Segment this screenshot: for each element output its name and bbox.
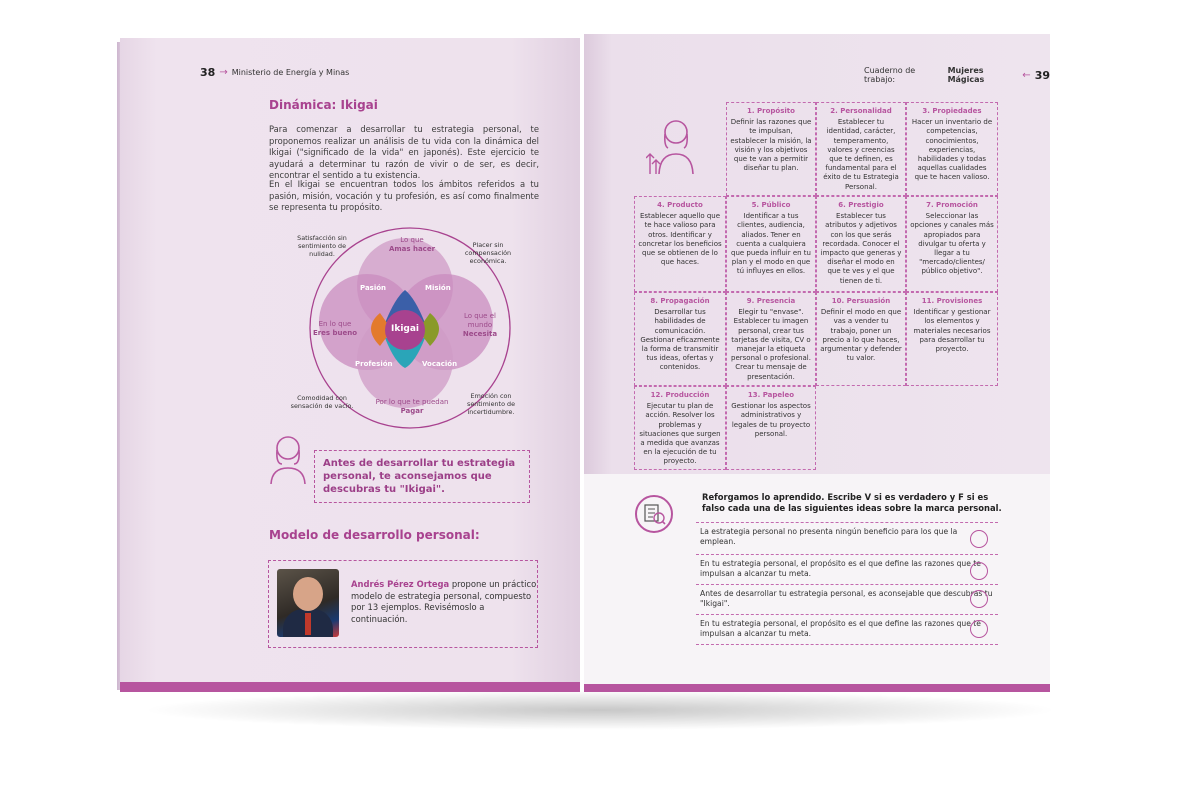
- statement-text: La estrategia personal no presenta ningún beneficio para los que la emplean.: [700, 527, 958, 546]
- cell-text: Hacer un inventario de competencias, conocimientos, experiencias, habilidades y todas aquellas cualidades que te hacen valioso.: [911, 118, 993, 182]
- venn-pasion: Pasión: [360, 284, 387, 292]
- venn-right: [455, 312, 505, 339]
- author-description: propone un práctico modelo de estrategia personal, compuesto por 13 ejemplos. Revisémoslo a continuación.: [351, 579, 537, 624]
- strategy-cell: [726, 102, 816, 196]
- strategy-cell: [906, 196, 998, 292]
- statement-text: Antes de desarrollar tu estrategia personal, es aconsejable que descubras tu "Ikigai".: [700, 589, 993, 608]
- venn-right-2: mundo: [467, 321, 493, 329]
- right-header: [864, 66, 1050, 84]
- cell-text: Seleccionar las opciones y canales más apropiados para divulgar tu oferta y llegar a tu "mercado/clientes/ público objetivo".: [910, 212, 994, 276]
- note-top-left: Satisfacción sin sentimiento de nulidad.: [297, 234, 347, 258]
- venn-vocacion: Vocación: [422, 360, 458, 368]
- answer-circle[interactable]: [970, 590, 988, 608]
- cell-title: 10. Persuasión: [831, 297, 891, 305]
- cell-text: Elegir tu "envase". Establecer tu imagen personal, crear tus tarjetas de visita, CV o manejar la etiqueta personal o profesional. Crear tu mensaje de presentación.: [731, 308, 811, 381]
- strategy-cell: [816, 102, 906, 196]
- venn-left-1: En lo que: [318, 320, 352, 328]
- venn-bottom: [362, 398, 462, 416]
- cell-title: 5. Público: [751, 201, 791, 209]
- strategy-cell: [816, 292, 906, 386]
- checklist-icon: [634, 494, 674, 534]
- intro-paragraph: Para comenzar a desarrollar tu estrategia personal, te proponemos realizar un análisis de tu vida con la dinámica del Ikigai ("significado de la vida" en japonés). Este ejercicio te ayudará a determinar tu razón de vivir o de ser, es decir, encontrar el sentido a tu existencia.: [269, 124, 539, 180]
- cell-text: Desarrollar tus habilidades de comunicación. Gestionar eficazmente la forma de transmitir tus ideas, ofertas y contenidos.: [640, 308, 720, 372]
- venn-bottom-2: Pagar: [400, 407, 424, 415]
- statement-row: [696, 584, 998, 613]
- cell-title: 4. Producto: [657, 201, 703, 209]
- note-bottom-left: Comodidad con sensación de vacío.: [290, 394, 354, 410]
- cell-title: 12. Producción: [650, 391, 710, 399]
- cell-text: Ejecutar tu plan de acción. Resolver los problemas y situaciones que surgen a medida que avanzas en la ejecución de tu proyecto.: [639, 402, 721, 466]
- cell-text: Establecer tu identidad, carácter, temperamento, valores y creencias que te definen, es fundamental para el éxito de tu Estrategia Personal.: [823, 118, 899, 191]
- tip-box: Antes de desarrollar tu estrategia personal, te aconsejamos que descubras tu "Ikigai".: [314, 450, 530, 503]
- statement-row: [696, 614, 998, 643]
- bottom-bar: [120, 682, 580, 692]
- cell-title: 13. Papeleo: [747, 391, 795, 399]
- venn-left-2: Eres bueno: [312, 329, 358, 337]
- statement-row: [696, 522, 998, 551]
- strategy-cell: [726, 292, 816, 386]
- venn-mision: Misión: [425, 284, 451, 292]
- right-page: [584, 34, 1050, 690]
- quiz-heading: Reforgamos lo aprendido. Escribe V si es verdadero y F si es falso cada una de las siguientes ideas sobre la marca personal.: [702, 492, 1002, 513]
- venn-left: [310, 320, 360, 338]
- cell-text: Definir las razones que te impulsan, establecer la misión, la visión y los objetivos que te van a permitir diseñar tu plan.: [730, 118, 812, 173]
- strategy-cell: [816, 196, 906, 292]
- cell-title: 8. Propagación: [650, 297, 710, 305]
- cell-text: Establecer aquello que te hace valioso para otros. Identificar y concretar los beneficios que se obtienen de lo que haces.: [638, 212, 722, 267]
- venn-top-1: Lo que: [400, 236, 424, 244]
- woman-growth-icon: [646, 114, 702, 176]
- venn-top: [382, 236, 442, 254]
- page-number: 39: [1034, 68, 1050, 82]
- venn-profesion: Profesión: [355, 360, 393, 368]
- cell-title: 3. Propiedades: [922, 107, 982, 115]
- statement-row: [696, 554, 998, 583]
- page-number: 38: [200, 66, 216, 79]
- cell-text: Establecer tus atributos y adjetivos con los que serás recordada. Conocer el impacto que generas y diseñar el modo en que te ves y el que tienen de ti.: [820, 212, 902, 285]
- statement-text: En tu estrategia personal, el propósito es el que define las razones que te impulsan a alcanzar tu meta.: [700, 619, 981, 638]
- venn-center-label: Ikigai: [391, 324, 420, 334]
- cell-title: 9. Presencia: [746, 297, 796, 305]
- bottom-bar: [584, 684, 1050, 692]
- quiz-section: [584, 474, 1050, 684]
- cell-title: 11. Provisiones: [921, 297, 983, 305]
- model-title: Modelo de desarrollo personal:: [269, 528, 480, 542]
- woman-icon: [268, 430, 308, 486]
- cell-title: 7. Promoción: [926, 201, 978, 209]
- statement-text: En tu estrategia personal, el propósito es el que define las razones que te impulsan a alcanzar tu meta.: [700, 559, 981, 578]
- venn-bottom-1: Por lo que te puedan: [375, 398, 449, 406]
- header-title: Mujeres Mágicas: [947, 66, 985, 84]
- photo-tie: [305, 613, 311, 635]
- cell-text: Identificar y gestionar los elementos y materiales necesarios para desarrollar tu proyecto.: [913, 308, 991, 354]
- book-shadow: [140, 690, 1060, 730]
- strategy-cell: [634, 292, 726, 386]
- note-bottom-right: Emoción con sentimiento de incertidumbre.: [466, 392, 515, 416]
- cell-text: Gestionar los aspectos administrativos y legales de tu proyecto personal.: [731, 402, 811, 438]
- venn-right-1: Lo que el: [464, 312, 496, 320]
- left-header: [200, 66, 349, 79]
- cell-title: 6. Prestigio: [838, 201, 884, 209]
- photo-face: [293, 577, 323, 611]
- cell-title: 1. Propósito: [747, 107, 795, 115]
- header-text: Cuaderno de trabajo:: [864, 66, 916, 84]
- ikigai-title: Dinámica: Ikigai: [269, 98, 378, 112]
- strategy-cell: [634, 196, 726, 292]
- strategy-cell: [726, 386, 816, 470]
- author-text-block: [351, 579, 541, 625]
- cell-text: Identificar a tus clientes, audiencia, aliados. Tener en cuenta a cualquiera que pueda influir en tu plan y el modo en que tú influyes en ellos.: [731, 212, 811, 276]
- arrow-left-icon: ←: [1022, 69, 1031, 81]
- strategy-cell: [726, 196, 816, 292]
- answer-circle[interactable]: [970, 530, 988, 548]
- strategy-cell: [634, 386, 726, 470]
- strategy-cell: [906, 292, 998, 386]
- header-text: Ministerio de Energía y Minas: [231, 68, 350, 77]
- divider: [696, 644, 998, 645]
- intro-paragraph-2: En el Ikigai se encuentran todos los ámbitos referidos a tu pasión, misión, vocación y tu profesión, es así como finalmente se representa tu propósito.: [269, 179, 539, 212]
- cell-text: Definir el modo en que vas a vender tu trabajo, poner un precio a lo que haces, argumentar y defender tu valor.: [820, 308, 902, 363]
- answer-circle[interactable]: [970, 562, 988, 580]
- author-card: [268, 560, 538, 648]
- author-photo: [277, 569, 339, 637]
- left-page: [120, 38, 580, 690]
- author-name: Andrés Pérez Ortega: [351, 579, 450, 589]
- venn-right-3: Necesita: [462, 330, 498, 338]
- cell-title: 2. Personalidad: [830, 107, 892, 115]
- arrow-right-icon: →: [219, 67, 228, 78]
- answer-circle[interactable]: [970, 620, 988, 638]
- note-top-right: Placer sin compensación económica.: [464, 241, 512, 265]
- strategy-cell: [906, 102, 998, 196]
- venn-top-2: Amas hacer: [388, 245, 436, 253]
